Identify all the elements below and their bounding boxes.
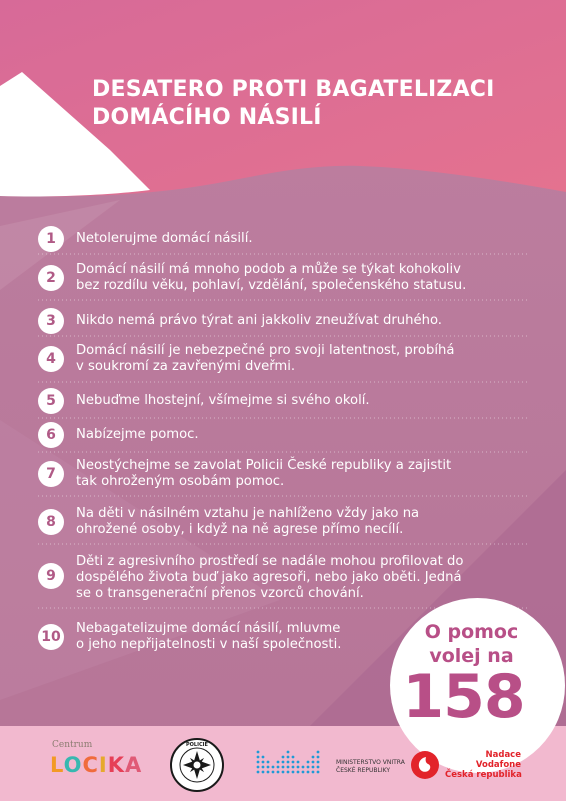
- item-text-line: Nebagatelizujme domácí násilí, mluvme: [76, 621, 341, 636]
- helpline-line-2: volej na: [429, 645, 514, 667]
- locika-logo-caption: Centrum: [52, 740, 93, 750]
- helpline-badge: [390, 598, 565, 773]
- item-number-badge: 5: [38, 388, 64, 414]
- helpline-number: 158: [402, 662, 525, 732]
- vodafone-line: Česká republika: [445, 770, 522, 780]
- item-text: [76, 262, 536, 294]
- item-text: [76, 427, 536, 443]
- item-number-badge: 2: [38, 265, 64, 291]
- item-text-line: dospělého života buď jako agresoři, nebo jako oběti. Jedná: [76, 570, 462, 585]
- item-text-line: Netolerujme domácí násilí.: [76, 231, 253, 246]
- item-number-badge: 1: [38, 226, 64, 252]
- item-text: [76, 231, 536, 247]
- police-seal-logo: [168, 736, 226, 794]
- item-text: [76, 313, 536, 329]
- item-text-line: se o transgenerační přenos vzorců chování.: [76, 586, 364, 601]
- item-text: [76, 458, 536, 490]
- ministry-dots-logo: [255, 748, 331, 778]
- item-text-line: Děti z agresivního prostředí se nadále mohou profilovat do: [76, 554, 464, 569]
- ministry-line: MINISTERSTVO VNITRA: [336, 759, 405, 766]
- vodafone-foundation-text: [445, 750, 521, 780]
- item-text-line: Domácí násilí má mnoho podob a může se týkat kohokoliv: [76, 262, 461, 277]
- item-text-line: Neostýchejme se zavolat Policii České republiky a zajistit: [76, 458, 452, 473]
- item-number-badge: 8: [38, 509, 64, 535]
- item-text: [76, 343, 536, 375]
- helpline-line-1: O pomoc: [424, 621, 519, 643]
- title-line-2: DOMÁCÍHO NÁSILÍ: [92, 105, 322, 130]
- item-number-badge: 10: [38, 624, 64, 650]
- item-text-line: Nebuďme lhostejní, všímejme si svého okolí.: [76, 393, 370, 408]
- locika-letter: C: [82, 753, 99, 777]
- item-text-line: Nabízejme pomoc.: [76, 427, 199, 442]
- ministry-logo-text: [336, 759, 405, 775]
- item-number-badge: 9: [38, 563, 64, 589]
- svg-text:POLICIE: POLICIE: [186, 742, 208, 748]
- item-text-line: ohrožené osoby, i když na ně agrese přímo necílí.: [76, 522, 404, 537]
- vodafone-line: Vodafone: [475, 760, 521, 770]
- locika-letter: L: [50, 753, 64, 777]
- item-text: [76, 506, 536, 538]
- locika-letter: K: [107, 753, 126, 777]
- item-text: [76, 393, 536, 409]
- locika-letter: O: [63, 753, 83, 777]
- item-text-line: v soukromí za zavřenými dveřmi.: [76, 359, 296, 374]
- locika-letter: I: [98, 753, 108, 777]
- item-number-badge: 6: [38, 422, 64, 448]
- vodafone-line: Nadace: [485, 750, 521, 760]
- item-number-badge: 3: [38, 308, 64, 334]
- locika-letter: A: [125, 753, 143, 777]
- item-number-badge: 4: [38, 346, 64, 372]
- item-text-line: Na děti v násilném vztahu je nahlíženo vždy jako na: [76, 506, 420, 521]
- vodafone-logo: [410, 750, 440, 780]
- item-number-badge: 7: [38, 461, 64, 487]
- item-text: [76, 554, 536, 602]
- title-line-1: DESATERO PROTI BAGATELIZACI: [92, 77, 495, 102]
- item-text-line: bez rozdílu věku, pohlaví, vzdělání, společenského statusu.: [76, 278, 467, 293]
- locika-logo: [50, 753, 142, 777]
- item-text-line: Domácí násilí je nebezpečné pro svoji latentnost, probíhá: [76, 343, 455, 358]
- item-text-line: o jeho nepřijatelnosti v naší společnosti.: [76, 637, 342, 652]
- item-text-line: tak ohroženým osobám pomoc.: [76, 474, 285, 489]
- ministry-line: ČESKÉ REPUBLIKY: [336, 767, 391, 774]
- item-text-line: Nikdo nemá právo týrat ani jakkoliv zneužívat druhého.: [76, 313, 442, 328]
